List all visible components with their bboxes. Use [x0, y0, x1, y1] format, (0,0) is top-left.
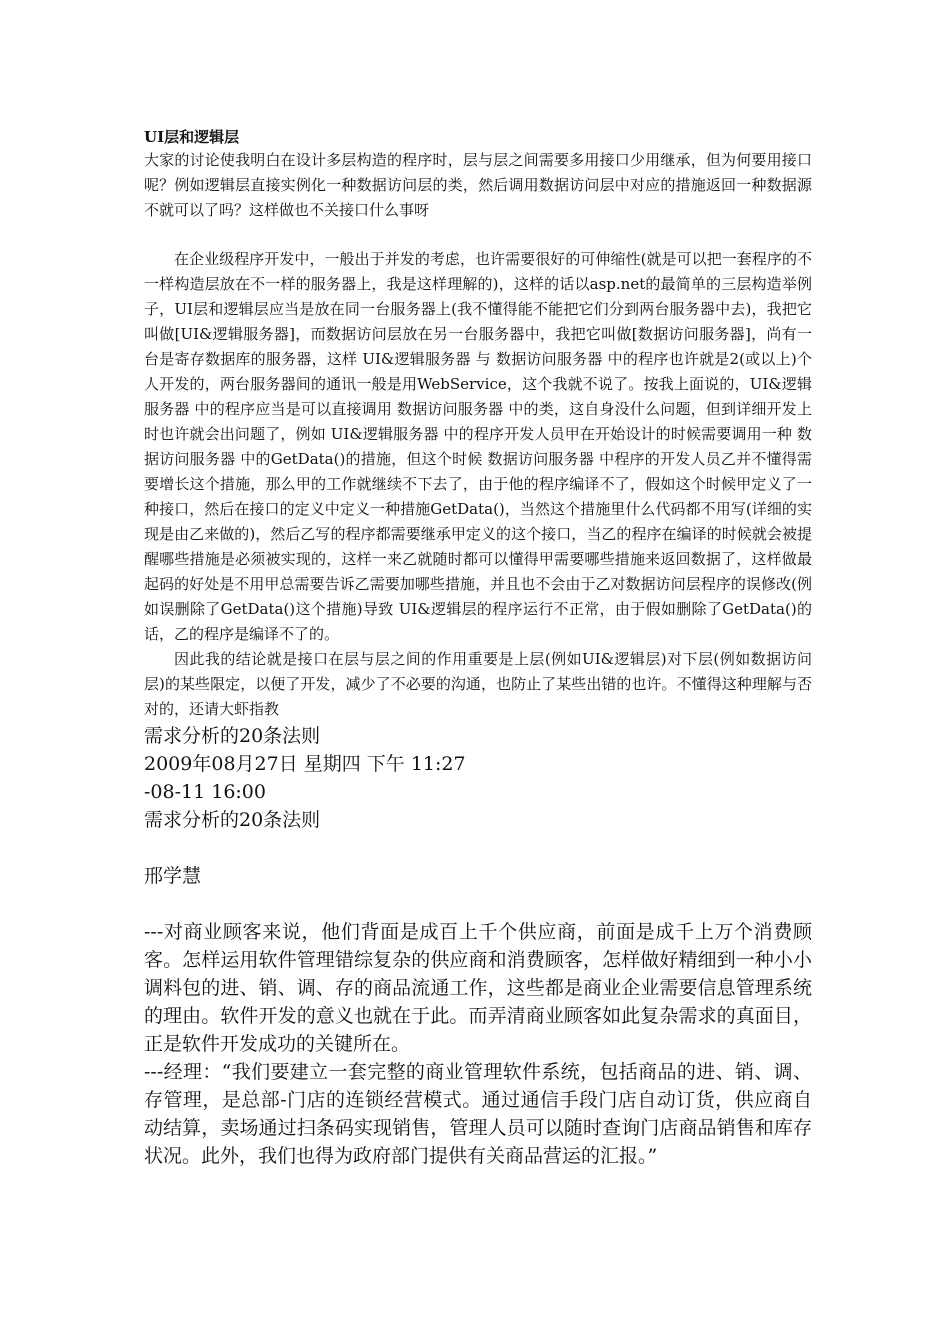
answer-paragraph-2: 因此我的结论就是接口在层与层之间的作用重要是上层(例如UI&逻辑层)对下层(例如数据访问层)的某些限定，以便了开发，减少了不必要的沟通，也防止了某些出错的也许。不懂得这种理解与否对的，还请大虾指教 — [144, 650, 812, 718]
article-paragraph-2: ---经理：“我们要建立一套完整的商业管理软件系统，包括商品的进、销、调、存管理，是总部-门店的连锁经营模式。通过通信手段门店自动订货，供应商自动结算，卖场通过扫条码实现销售，管理人员可以随时查询门店商品销售和库存状况。此外，我们也得为政府部门提供有关商品营运的汇报。” — [144, 1061, 812, 1167]
blank-line — [144, 890, 812, 918]
post-date-secondary: -08-11 16:00 — [144, 781, 266, 803]
document-body — [144, 126, 812, 1170]
section-title: UI层和逻辑层 — [144, 128, 240, 146]
post-date: 2009年08月27日 星期四 下午 11:27 — [144, 753, 466, 775]
blank-line — [144, 834, 812, 862]
author-name: 邢学慧 — [144, 865, 202, 887]
question-paragraph: 大家的讨论使我明白在设计多层构造的程序时，层与层之间需要多用接口少用继承，但为何要用接口呢？例如逻辑层直接实例化一种数据访问层的类，然后调用数据访问层中对应的措施返回一种数据源不就可以了吗？这样做也不关接口什么事呀 — [144, 151, 812, 219]
article-paragraph-1: ---对商业顾客来说，他们背面是成百上千个供应商，前面是成千上万个消费顾客。怎样运用软件管理错综复杂的供应商和消费顾客，怎样做好精细到一种小小调料包的进、销、调、存的商品流通工作，这些都是商业企业需要信息管理系统的理由。软件开发的意义也就在于此。而弄清商业顾客如此复杂需求的真面目，正是软件开发成功的关键所在。 — [144, 921, 812, 1055]
answer-paragraph-1: 在企业级程序开发中，一般出于并发的考虑，也许需要很好的可伸缩性(就是可以把一套程序的不一样构造层放在不一样的服务器上，我是这样理解的)，这样的话以asp.net的最简单的三层构造举例子，UI层和逻辑层应当是放在同一台服务器上(我不懂得能不能把它们分到两台服务器中去)，我把它叫做[UI&逻辑服务器]，而数据访问层放在另一台服务器中，我把它叫做[数据访问服务器]，尚有一台是寄存数据库的服务器，这样 UI&逻辑服务器 与 数据访问服务器 中的程序也许就是2(或以上)个人开发的，两台服务器间的通讯一般是用WebService，这个我就不说了。按我上面说的，UI&逻辑服务器 中的程序应当是可以直接调用 数据访问服务器 中的类，这自身没什么问题，但到详细开发上时也许就会出问题了，例如 UI&逻辑服务器 中的程序开发人员甲在开始设计的时候需要调用一种 数据访问服务器 中的GetData()的措施，但这个时候 数据访问服务器 中程序的开发人员乙并不懂得需要增长这个措施，那么甲的工作就继续不下去了，由于他的程序编译不了，假如这个时候甲定义了一种接口，然后在接口的定义中定义一种措施GetData()，当然这个措施里什么代码都不用写(详细的实现是由乙来做的)，然后乙写的程序都需要继承甲定义的这个接口，当乙的程序在编译的时候就会被提醒哪些措施是必须被实现的，这样一来乙就随时都可以懂得甲需要哪些措施来返回数据了，这样做最起码的好处是不用甲总需要告诉乙需要加哪些措施，并且也不会由于乙对数据访问层程序的误修改(例如误删除了GetData()这个措施)导致 UI&逻辑层的程序运行不正常，由于假如删除了GetData()的话，乙的程序是编译不了的。 — [144, 250, 812, 643]
blank-line — [144, 223, 812, 247]
article-heading: 需求分析的20条法则 — [144, 725, 321, 747]
article-heading-repeat: 需求分析的20条法则 — [144, 809, 321, 831]
